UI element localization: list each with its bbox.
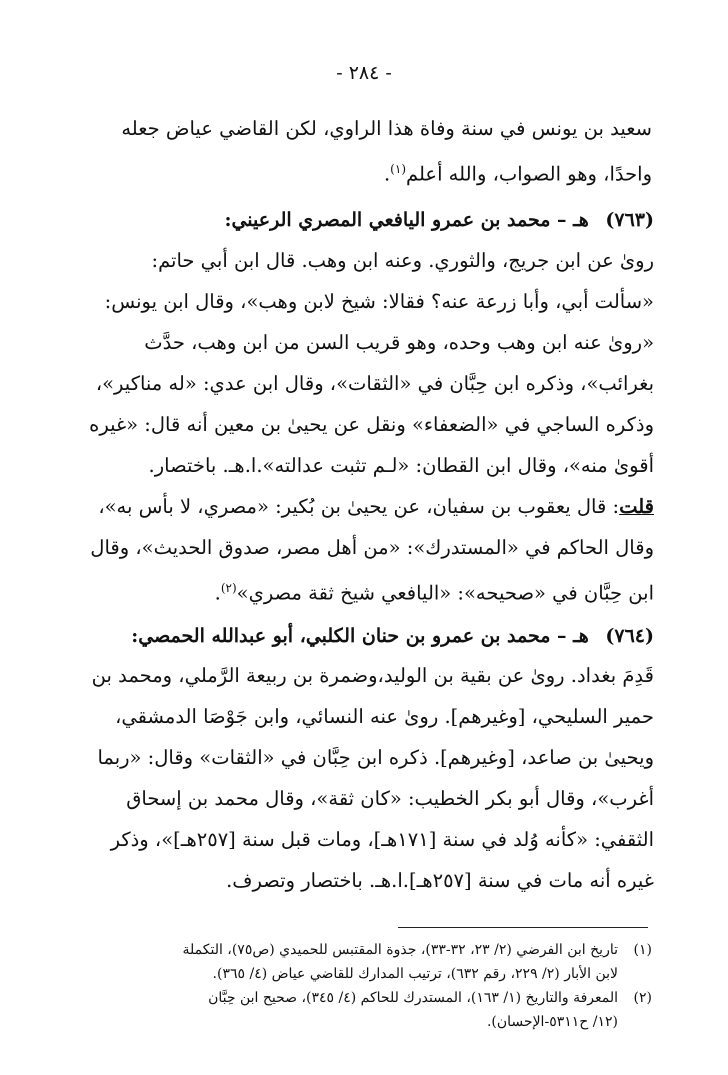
entry-763-header (94, 203, 654, 237)
footnote-2-text-1: المعرفة والتاريخ (١/ ١٦٣)، المستدرك للحاكم (٤/ ٣٤٥)، صحيح ابن حِبَّان (208, 990, 618, 1006)
entry-764-header (94, 619, 654, 653)
entry-763-line-1: رویٰ عن ابن جريج، والثوري. وعنه ابن وهب. قال ابن أبي حاتم: (151, 249, 654, 272)
footnote-ref-2: (٢) (220, 581, 237, 595)
entry-763-line-3: «رویٰ عنه ابن وهب وحده، وهو قريب السن من ابن وهب، حدَّث (144, 331, 654, 354)
entry-764-title: هـ – محمد بن عمرو بن حنان الكلبي، أبو عبدالله الحمصي: (131, 625, 589, 647)
footnote-ref-1: (١) (390, 162, 406, 176)
entry-763-line-7-text: : قال يعقوب بن سفيان، عن يحيىٰ بن بُكير: «مصري، لا بأس به»، (98, 495, 620, 518)
entry-764-line-4: أغرب»، وقال أبو بكر الخطيب: «كان ثقة»، وقال محمد بن إسحاق (126, 787, 654, 810)
entry-764-body (88, 655, 654, 901)
entry-763-line-2: «سألت أبي، وأبا زرعة عنه؟ فقالا: شيخ لابن وهب»، وقال ابن يونس: (104, 290, 654, 313)
entry-763-body (88, 240, 654, 609)
intro-paragraph (96, 108, 652, 190)
entry-764-line-5: الثقفي: «كأنه وُلد في سنة [١٧١هـ]، ومات قبل سنة [٢٥٧هـ]»، وذكر (110, 828, 654, 851)
entry-763-title: هـ – محمد بن عمرو اليافعي المصري الرعيني: (224, 209, 589, 231)
entry-763-line-4: بغرائب»، وذكره ابن حِبَّان في «الثقات»، وقال ابن عدي: «له مناكير»، (95, 372, 654, 395)
entry-764-number: (٧٦٤) (605, 625, 654, 647)
entry-764-line-1: قَدِمَ بغداد. رویٰ عن بقية بن الوليد،وضمرة بن ربيعة الرَّملي، ومحمد بن (91, 664, 654, 687)
footnotes (78, 938, 652, 1034)
intro-line-2-text: واحدًا، وهو الصواب، والله أعلم (406, 162, 652, 186)
entry-763-line-9: ابن حِبَّان في «صحيحه»: «اليافعي شيخ ثقة مصري»$^{(٢)}$. (214, 581, 654, 605)
footnote-separator (398, 927, 648, 928)
footnote-1-line-1 (78, 938, 652, 962)
page-number: - ٢٨٤ - (336, 62, 392, 84)
entry-764-line-6: غيره أنه مات في سنة [٢٥٧هـ].ا.هـ. باختصار وتصرف. (226, 869, 654, 892)
entry-763-line-6: أقوىٰ منه»، وقال ابن القطان: «لـم تثبت عدالته».ا.هـ. باختصار. (148, 454, 654, 477)
footnote-2-line-2 (78, 1010, 652, 1034)
entry-763-line-5: وذكره الساجي في «الضعفاء» ونقل عن يحيىٰ بن معين أنه قال: «غيره (89, 413, 654, 436)
entry-764-line-2: حمير السليحي، [وغيرهم]. رویٰ عنه النسائي، وابن جَوْصَا الدمشقي، (115, 705, 654, 728)
intro-line-1: سعيد بن يونس في سنة وفاة هذا الراوي، لكن القاضي عياض جعله (121, 117, 652, 140)
footnote-2-line-1 (78, 986, 652, 1010)
entry-763-line-9-text: ابن حِبَّان في «صحيحه»: «اليافعي شيخ ثقة مصري» (236, 581, 654, 605)
entry-764-line-3: ويحيىٰ بن صاعد، [وغيرهم]. ذكره ابن حِبَّان في «الثقات» وقال: «ربما (97, 746, 654, 769)
entry-763-line-7 (88, 486, 654, 527)
footnote-1-text-2: لابن الأبار (٢/ ٢٢٩، رقم ٦٣٢)، ترتيب المدارك للقاضي عياض (٤/ ٣٦٥). (212, 966, 618, 982)
qult-label: قلت (619, 495, 654, 518)
footnote-1-line-2 (78, 962, 652, 986)
footnote-1-text-1: تاريخ ابن الفرضي (٢/ ٢٣، ٣٢-٣٣)، جذوة المقتبس للحميدي (ص٧٥)، التكملة (182, 942, 618, 958)
footnote-1-number: (١) (633, 942, 652, 958)
entry-763-number: (٧٦٣) (605, 209, 654, 231)
footnote-2-number: (٢) (633, 990, 652, 1006)
footnote-2-text-2: (١٢/ ح٥٣١١-الإحسان). (486, 1014, 618, 1030)
intro-line-2: واحدًا، وهو الصواب، والله أعلم$^{(١)}$. (383, 162, 652, 186)
entry-763-line-8: وقال الحاكم في «المستدرك»: «من أهل مصر، صدوق الحديث»، وقال (90, 536, 654, 559)
